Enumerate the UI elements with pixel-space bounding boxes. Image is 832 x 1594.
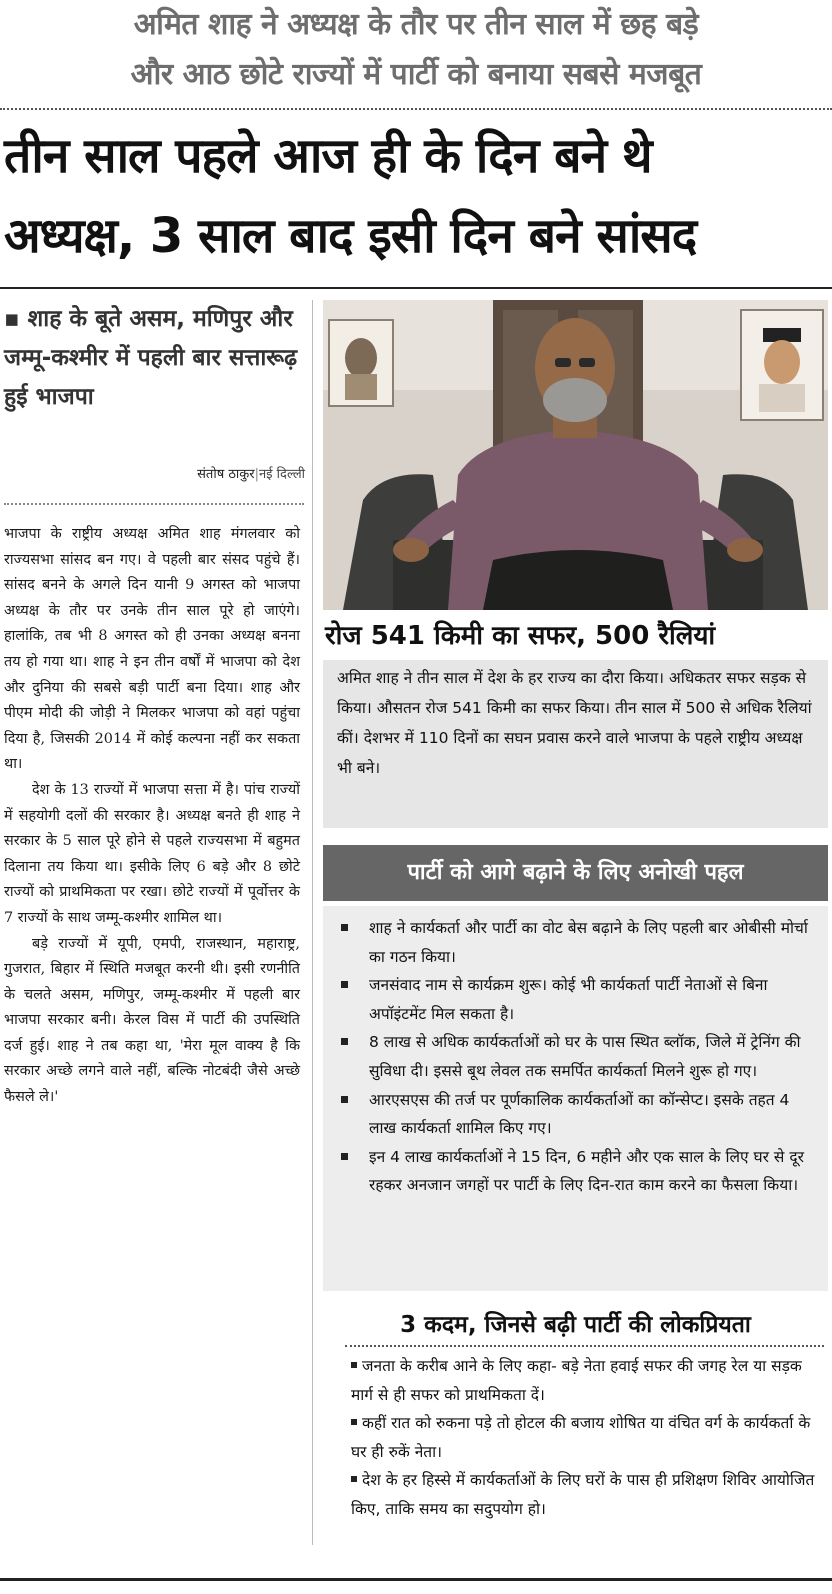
headline-line-1: तीन साल पहले आज ही के दिन बने थे xyxy=(4,128,652,184)
bullet-icon xyxy=(341,1096,348,1103)
steps-title: 3 कदम, जिनसे बढ़ी पार्टी की लोकप्रियता xyxy=(323,1300,828,1350)
byline-city: नई दिल्ली xyxy=(258,467,305,482)
step-text: देश के हर हिस्से में कार्यकर्ताओं के लिए घरों के पास ही प्रशिक्षण शिविर आयोजित किए, ताकि समय का सदुपयोग हो। xyxy=(351,1471,815,1518)
headline-line-2: अध्यक्ष, 3 साल बाद इसी दिन बने सांसद xyxy=(4,208,697,264)
article-body xyxy=(4,522,300,1111)
step-item xyxy=(351,1466,821,1523)
step-item xyxy=(351,1409,821,1466)
initiative-text: शाह ने कार्यकर्ता और पार्टी का वोट बेस बढ़ाने के लिए पहली बार ओबीसी मोर्चा का गठन किया। xyxy=(369,919,808,966)
initiatives-box xyxy=(323,906,828,1291)
main-headline xyxy=(4,116,828,276)
photo-illustration xyxy=(323,300,828,610)
bullet-icon xyxy=(351,1419,357,1425)
byline-divider xyxy=(4,503,304,505)
kicker-headline xyxy=(0,0,832,104)
deck-marker: ▪ xyxy=(4,306,20,332)
bullet-icon xyxy=(341,981,348,988)
bullet-icon xyxy=(341,1038,348,1045)
initiative-text: इन 4 लाख कार्यकर्ताओं ने 15 दिन, 6 महीने और एक साल के लिए घर से दूर रहकर अनजान जगहों पर पार्टी के लिए दिन-रात काम करने का फैसला किया। xyxy=(369,1147,804,1195)
headline-divider xyxy=(0,287,832,289)
bullet-icon xyxy=(351,1362,357,1368)
column-divider xyxy=(312,300,313,1545)
initiative-item xyxy=(335,1028,818,1085)
amit-shah-photo xyxy=(323,300,828,610)
step-text: जनता के करीब आने के लिए कहा- बड़े नेता हवाई सफर की जगह रेल या सड़क मार्ग से ही सफर को प्राथमिकता दें। xyxy=(351,1357,802,1404)
byline xyxy=(0,464,305,482)
byline-separator: | xyxy=(254,467,259,482)
initiative-text: 8 लाख से अधिक कार्यकर्ताओं को घर के पास स्थित ब्लॉक, जिले में ट्रेनिंग की सुविधा दी। इससे बूथ लेवल तक समर्पित कार्यकर्ता मिलने शुरू हो गए। xyxy=(369,1033,801,1080)
initiative-text: आरएसएस की तर्ज पर पूर्णकालिक कार्यकर्ताओं का कॉन्सेप्ट। इसके तहत 4 लाख कार्यकर्ता शामिल किए गए। xyxy=(369,1090,790,1138)
initiative-item xyxy=(335,914,818,971)
byline-author: संतोष ठाकुर xyxy=(197,467,255,482)
bottom-divider xyxy=(0,1578,832,1581)
bullet-icon xyxy=(341,924,348,931)
bullet-icon xyxy=(341,1153,348,1160)
kicker-line-2: और आठ छोटे राज्यों में पार्टी को बनाया सबसे मजबूत xyxy=(130,57,702,92)
deck-subheadline xyxy=(4,300,309,417)
top-divider xyxy=(0,108,832,110)
deck-text: शाह के बूते असम, मणिपुर और जम्मू-कश्मीर में पहली बार सत्तारूढ़ हुई भाजपा xyxy=(4,306,298,410)
kicker-line-1: अमित शाह ने अध्यक्ष के तौर पर तीन साल में छह बड़े xyxy=(133,7,699,42)
steps-list xyxy=(351,1352,821,1523)
bullet-icon xyxy=(351,1476,357,1482)
body-paragraph-3: बड़े राज्यों में यूपी, एमपी, राजस्थान, महाराष्ट्र, गुजरात, बिहार में स्थिति मजबूत करनी थी। इसी रणनीति के चलते असम, मणिपुर, जम्मू-कश्मीर में पहली बार भाजपा सरकार बनी। केरल विस में पार्टी की उपस्थिति दर्ज हुई। शाह ने तब कहा था, 'मेरा मूल वाक्य है कि सरकार अच्छे लगने वाले नहीं, बल्कि नोटबंदी जैसे अच्छे फैसले ले।' xyxy=(4,935,300,1106)
photo-caption-text: अमित शाह ने तीन साल में देश के हर राज्य का दौरा किया। अधिकतर सफर सड़क से किया। औसतन रोज 541 किमी का सफर किया। तीन साल में 500 से अधिक रैलियां कीं। देशभर में 110 दिनों का सघन प्रवास करने वाले भाजपा के पहले राष्ट्रीय अध्यक्ष भी बने। xyxy=(337,669,812,777)
step-item xyxy=(351,1352,821,1409)
photo-caption-box xyxy=(323,660,828,828)
step-text: कहीं रात को रुकना पड़े तो होटल की बजाय शोषित या वंचित वर्ग के कार्यकर्ता के घर ही रुकें नेता। xyxy=(351,1414,811,1461)
initiative-item xyxy=(335,1086,818,1143)
body-paragraph-2: देश के 13 राज्यों में भाजपा सत्ता में है। पांच राज्यों में सहयोगी दलों की सरकार है। अध्यक्ष बनते ही शाह ने सरकार के 5 साल पूरे होने से पहले राज्यसभा में बहुमत दिलाना तय किया था। इसीके लिए 6 बड़े और 8 छोटे राज्यों को प्राथमिकता पर रखा। छोटे राज्यों में पूर्वोत्तर के 7 राज्यों के साथ जम्मू-कश्मीर शामिल था। xyxy=(4,781,300,926)
photo-caption-title: रोज 541 किमी का सफर, 500 रैलियां xyxy=(325,621,716,651)
initiatives-list xyxy=(335,914,818,1200)
body-paragraph-1: भाजपा के राष्ट्रीय अध्यक्ष अमित शाह मंगलवार को राज्यसभा सांसद बन गए। वे पहली बार संसद पहुंचे हैं। सांसद बनने के अगले दिन यानी 9 अगस्त को भाजपा अध्यक्ष के तौर पर उनके तीन साल पूरे हो जाएंगे। हालांकि, तब भी 8 अगस्त को ही उनका अध्यक्ष बनना तय हो गया था। शाह ने इन तीन वर्षों में भाजपा को देश और दुनिया की सबसे बड़ी पार्टी बना दिया। शाह और पीएम मोदी की जोड़ी ने मिलकर भाजपा को वहां पहुंचा दिया है, जिसकी 2014 में कोई कल्पना नहीं कर सकता था। xyxy=(4,526,300,773)
initiative-item xyxy=(335,971,818,1028)
initiative-item xyxy=(335,1143,818,1200)
initiatives-title: पार्टी को आगे बढ़ाने के लिए अनोखी पहल xyxy=(323,845,828,901)
initiative-text: जनसंवाद नाम से कार्यक्रम शुरू। कोई भी कार्यकर्ता पार्टी नेताओं से बिना अपॉइंटमेंट मिल सकता है। xyxy=(369,976,768,1023)
